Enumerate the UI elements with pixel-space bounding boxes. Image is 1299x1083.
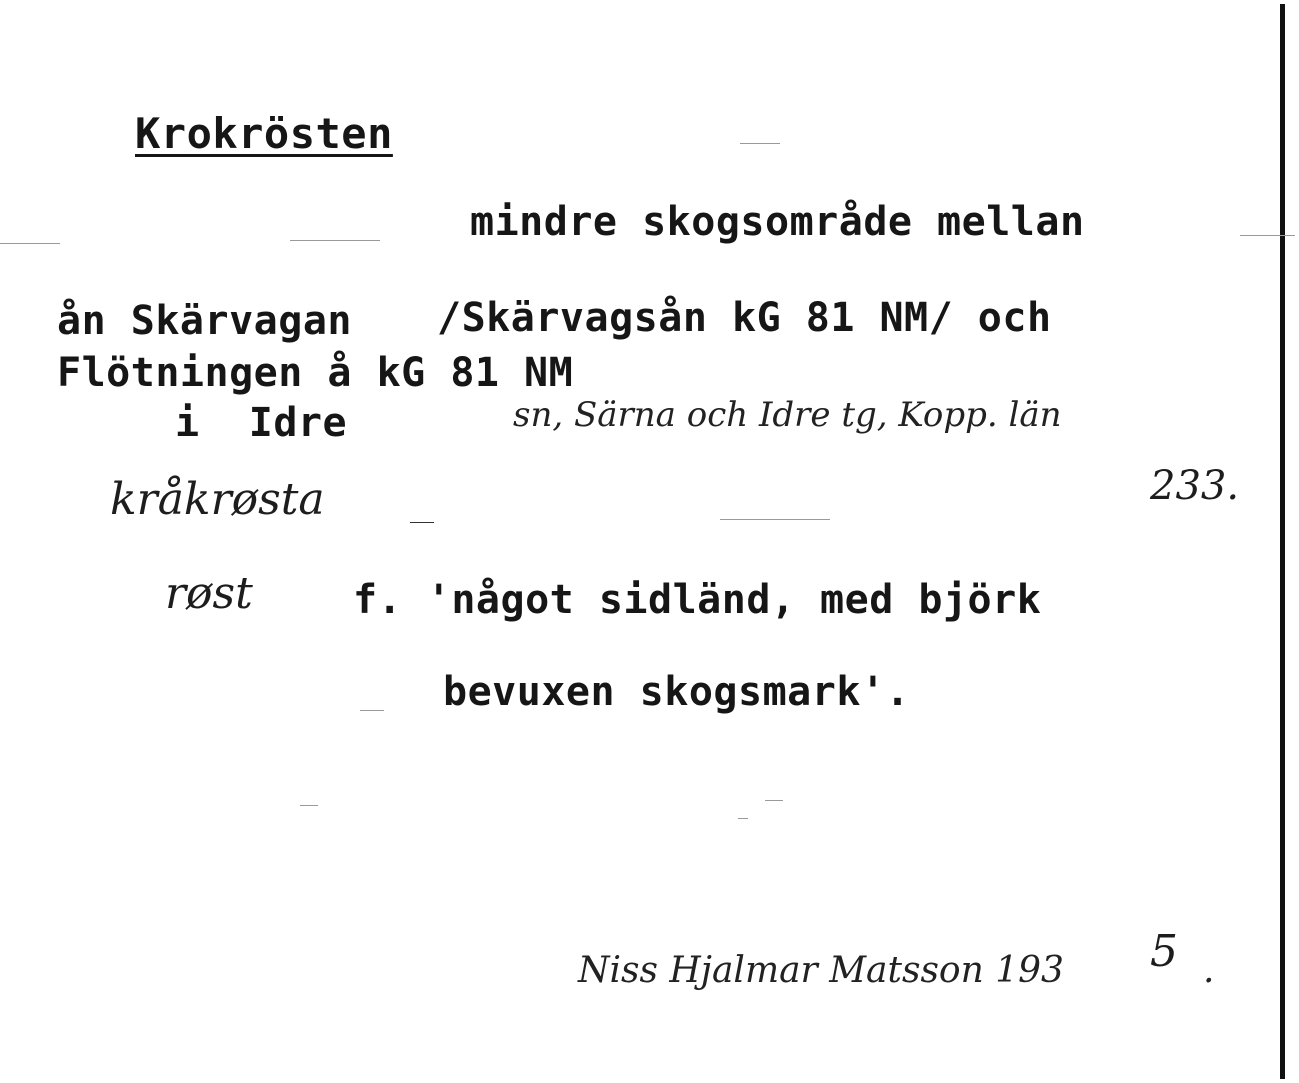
definition-line-3: Flötningen å kG 81 NM xyxy=(57,350,574,396)
etymology-handwritten: røst xyxy=(165,568,253,619)
scan-speck xyxy=(720,519,830,520)
scan-speck xyxy=(290,240,380,241)
scan-speck xyxy=(0,243,60,244)
scan-speck xyxy=(740,143,780,144)
definition-line-2-left: ån Skärvagan xyxy=(57,298,352,344)
pronunciation-handwritten: kråkrøsta xyxy=(110,474,325,525)
headword: Krokrösten xyxy=(135,109,393,158)
scan-speck xyxy=(765,800,783,801)
scan-speck xyxy=(410,522,434,523)
scan-speck xyxy=(1240,235,1295,236)
card-number: 233. xyxy=(1150,463,1240,509)
etymology-line-1: f. 'något sidländ, med björk xyxy=(353,577,1042,623)
etymology-line-2: bevuxen skogsmark'. xyxy=(443,669,911,715)
scan-speck xyxy=(360,710,384,711)
year-digit-handwritten: 5 xyxy=(1150,926,1178,977)
parish-word: i Idre xyxy=(175,400,348,446)
definition-line-2-right: /Skärvagsån kG 81 NM/ och xyxy=(437,295,1052,341)
definition-line-1: mindre skogsområde mellan xyxy=(470,199,1085,245)
recorder-end: . xyxy=(1203,950,1215,991)
card-right-edge xyxy=(1280,4,1285,1079)
parish-printed: sn, Särna och Idre tg, Kopp. län xyxy=(513,395,1062,435)
recorder-name: Niss Hjalmar Matsson 193 xyxy=(578,950,1064,991)
scan-speck xyxy=(738,818,748,819)
scan-speck xyxy=(300,805,318,806)
